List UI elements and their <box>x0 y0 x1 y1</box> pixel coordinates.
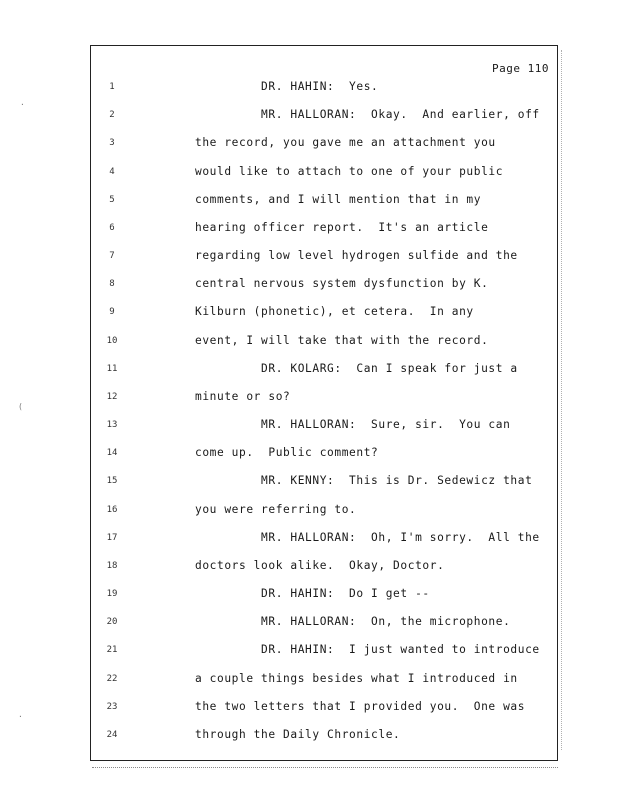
transcript-line <box>91 502 557 518</box>
transcript-line <box>91 417 557 433</box>
line-number: 8 <box>109 279 115 290</box>
line-number: 4 <box>109 166 115 177</box>
line-number: 24 <box>106 729 118 740</box>
line-text: minute or so? <box>195 389 291 403</box>
transcript-line <box>91 107 557 123</box>
line-number: 1 <box>109 82 115 92</box>
line-number: 7 <box>109 251 115 262</box>
line-number: 21 <box>106 645 118 656</box>
line-text: DR. KOLARG: Can I speak for just a <box>195 361 518 375</box>
line-text: MR. HALLORAN: Okay. And earlier, off <box>195 108 540 122</box>
line-number: 20 <box>106 617 118 628</box>
transcript-line <box>91 192 557 208</box>
line-text: doctors look alike. Okay, Doctor. <box>195 558 445 572</box>
transcript-line <box>91 614 557 630</box>
transcript-line <box>91 699 557 715</box>
margin-mark: · <box>20 100 25 109</box>
line-text: through the Daily Chronicle. <box>195 727 401 741</box>
transcript-line <box>91 727 557 743</box>
line-text: regarding low level hydrogen sulfide and the <box>195 249 518 263</box>
line-text: MR. KENNY: This is Dr. Sedewicz that <box>195 474 533 488</box>
line-number: 10 <box>106 335 118 346</box>
line-text: would like to attach to one of your public <box>195 164 504 178</box>
transcript-line <box>91 304 557 320</box>
margin-mark: · <box>18 712 23 721</box>
transcript-page <box>90 45 558 761</box>
transcript-line <box>91 164 557 180</box>
page-number: Page 110 <box>492 62 549 75</box>
line-text: hearing officer report. It's an article <box>195 220 489 234</box>
line-number: 22 <box>106 673 118 684</box>
transcript-line <box>91 389 557 405</box>
transcript-line <box>91 558 557 574</box>
line-text: comments, and I will mention that in my <box>195 192 482 206</box>
transcript-line <box>91 445 557 461</box>
line-number: 12 <box>106 391 118 402</box>
transcript-line <box>91 361 557 377</box>
line-text: DR. HAHIN: Do I get -- <box>195 587 430 601</box>
transcript-line <box>91 642 557 658</box>
line-number: 2 <box>109 110 115 121</box>
line-number: 18 <box>106 560 118 571</box>
line-text: the record, you gave me an attachment you <box>195 136 496 150</box>
line-text: a couple things besides what I introduced in <box>195 671 518 685</box>
transcript-line <box>91 276 557 292</box>
line-number: 13 <box>106 420 118 431</box>
line-number: 14 <box>106 448 118 459</box>
transcript-line <box>91 79 557 95</box>
line-number: 5 <box>109 194 115 205</box>
transcript-line <box>91 530 557 546</box>
line-number: 23 <box>106 701 118 712</box>
transcript-line <box>91 220 557 236</box>
line-number: 15 <box>106 476 118 487</box>
bottom-rule <box>92 767 558 768</box>
line-text: DR. HAHIN: I just wanted to introduce <box>195 643 540 657</box>
line-number: 16 <box>106 504 118 515</box>
line-text: MR. HALLORAN: Oh, I'm sorry. All the <box>195 530 540 544</box>
line-number: 3 <box>109 138 115 149</box>
transcript-line <box>91 135 557 151</box>
transcript-line <box>91 671 557 687</box>
line-text: central nervous system dysfunction by K. <box>195 277 489 291</box>
margin-mark: ( <box>18 402 23 411</box>
line-number: 6 <box>109 222 115 233</box>
line-number: 11 <box>106 363 118 374</box>
transcript-line <box>91 473 557 489</box>
line-text: MR. HALLORAN: On, the microphone. <box>195 615 511 629</box>
transcript-line <box>91 586 557 602</box>
line-number: 17 <box>106 532 118 543</box>
line-text: Kilburn (phonetic), et cetera. In any <box>195 305 474 319</box>
scan-artifact-line <box>561 50 563 750</box>
line-text: event, I will take that with the record. <box>195 333 489 347</box>
line-number: 9 <box>109 307 115 318</box>
line-text: come up. Public comment? <box>195 446 379 460</box>
line-text: you were referring to. <box>195 502 357 516</box>
transcript-line <box>91 248 557 264</box>
line-text: the two letters that I provided you. One was <box>195 699 526 713</box>
line-text: DR. HAHIN: Yes. <box>195 80 379 93</box>
line-number: 19 <box>106 589 118 600</box>
transcript-line <box>91 333 557 349</box>
line-text: MR. HALLORAN: Sure, sir. You can <box>195 418 511 432</box>
